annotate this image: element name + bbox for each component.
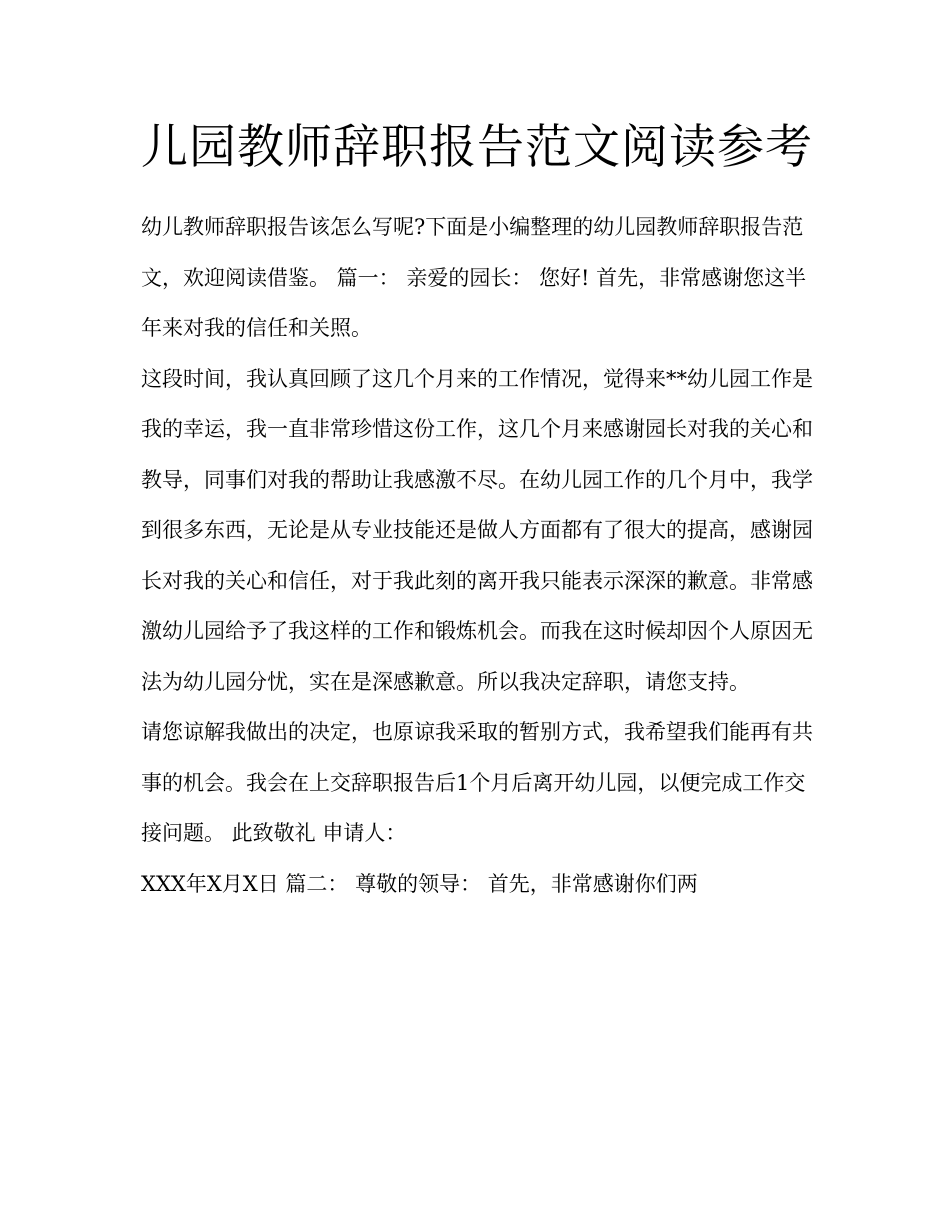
paragraph-4: XXX年X月X日 篇二： 尊敬的领导： 首先，非常感谢你们两	[141, 871, 698, 896]
document-body	[141, 202, 821, 909]
paragraph-1: 幼儿教师辞职报告该怎么写呢?下面是小编整理的幼儿园教师辞职报告范文，欢迎阅读借鉴。 篇一： 亲爱的园长： 您好! 首先，非常感谢您这半年来对我的信任和关照。	[141, 215, 807, 340]
paragraph-3: 请您谅解我做出的决定，也原谅我采取的暂别方式，我希望我们能再有共事的机会。我会在上交辞职报告后1个月后离开幼儿园，以便完成工作交接问题。 此致敬礼 申请人：	[141, 720, 813, 845]
document-content	[141, 114, 821, 909]
paragraph-2: 这段时间，我认真回顾了这几个月来的工作情况，觉得来**幼儿园工作是我的幸运，我一直非常珍惜这份工作，这几个月来感谢园长对我的关心和教导，同事们对我的帮助让我感激不尽。在幼儿园工作的几个月中，我学到很多东西，无论是从专业技能还是做人方面都有了很大的提高，感谢园长对我的关心和信任，对于我此刻的离开我只能表示深深的歉意。非常感激幼儿园给予了我这样的工作和锻炼机会。而我在这时候却因个人原因无法为幼儿园分忧，实在是深感歉意。所以我决定辞职，请您支持。	[141, 366, 813, 694]
document-title: 儿园教师辞职报告范文阅读参考	[141, 120, 813, 175]
